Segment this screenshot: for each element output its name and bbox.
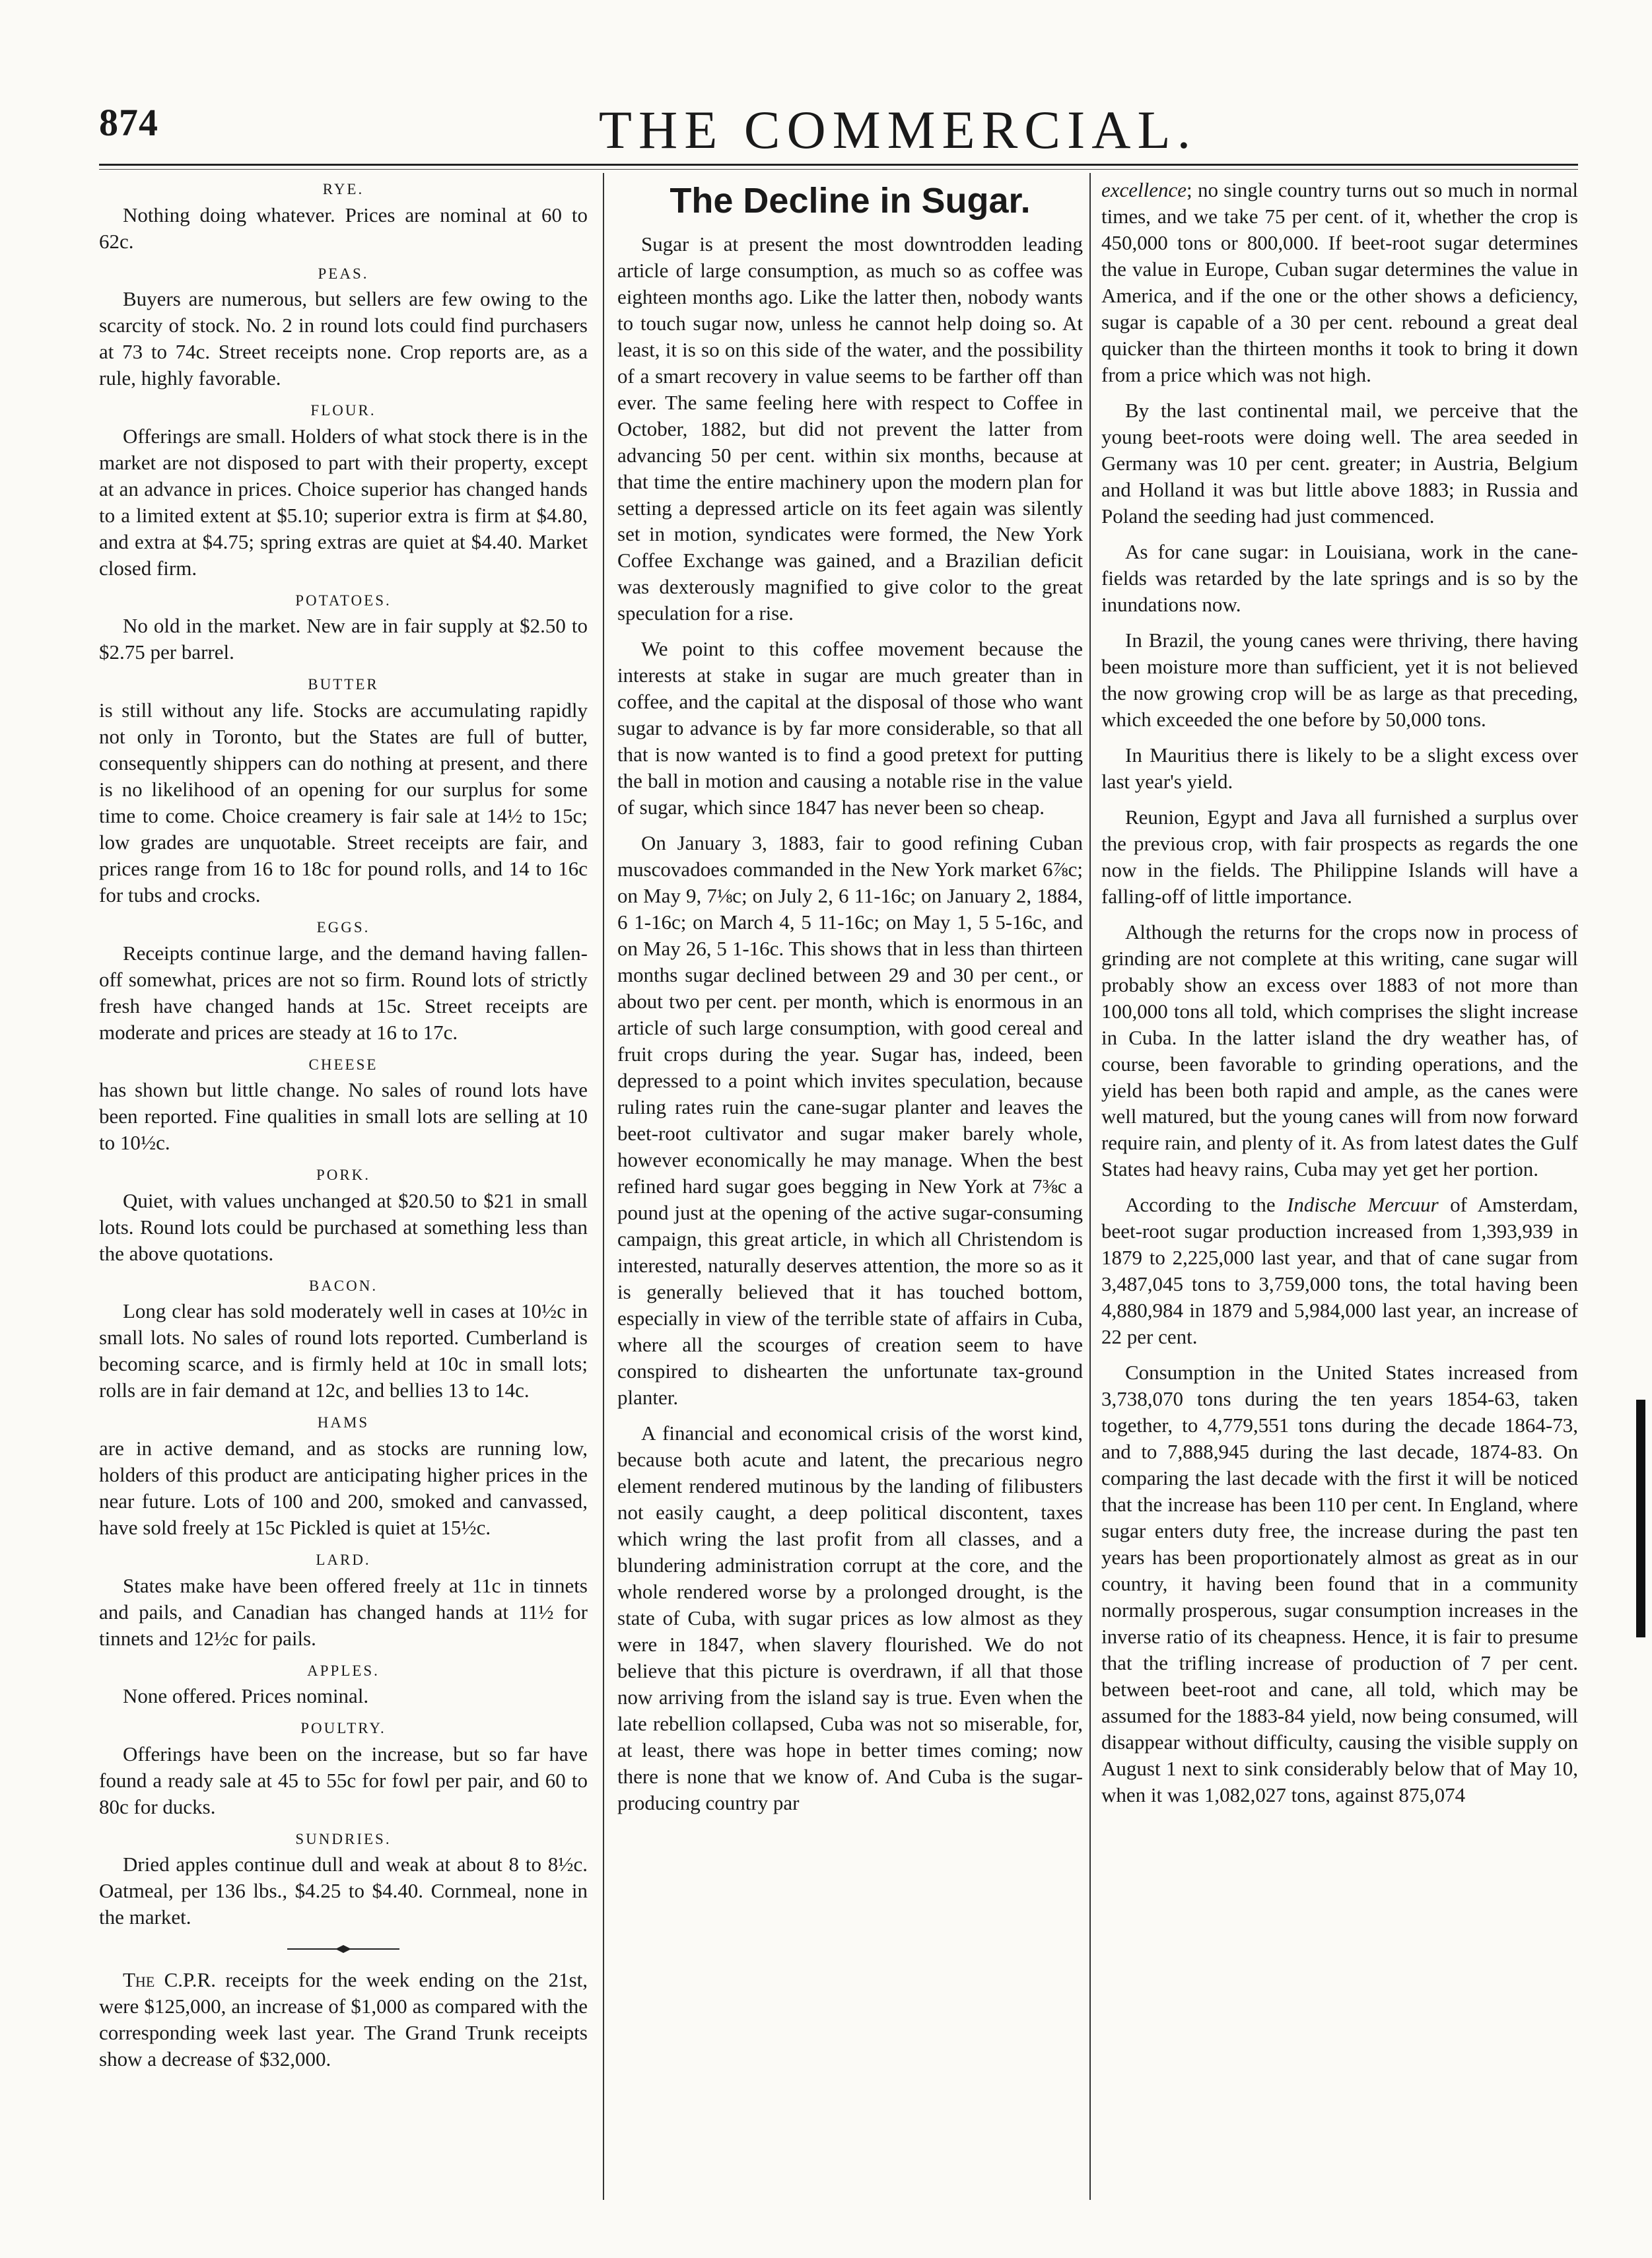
masthead-title: THE COMMERCIAL. [598, 100, 1198, 160]
paragraph-text: ; no single country turns out so much in normal times, and we take 75 per cent. of it, whether the crop is 450,000 tons or 800,000. If beet-root sugar determines the value in Europe, Cuban sugar determines the value in America, and if the one or the other shows a deficiency, sugar is capable of a 30 per cent. rebound a great deal quicker than the thirteen months it took to bring it down from a price which was not high. [1101, 178, 1578, 386]
market-report-column [99, 177, 588, 2197]
section-head-sundries: SUNDRIES. [295, 1830, 392, 1847]
italic-publication-name: Indische Mercuur [1287, 1193, 1439, 1217]
section-head-butter: BUTTER [308, 676, 379, 693]
section-head-cheese: CHEESE [308, 1056, 378, 1073]
italic-word: excellence [1101, 178, 1187, 201]
column-divider-1 [603, 173, 604, 2200]
section-text-peas: Buyers are numerous, but sellers are few owing to the scarcity of stock. No. 2 in round lots could find purchasers at 73 to 74c. Street receipts none. Crop reports are, as a rule, highly favorable. [99, 287, 588, 390]
section-text-flour: Offerings are small. Holders of what stock there is in the market are not disposed to part with their property, except at an advance in prices. Choice superior has changed hands to a limited extent at $5.10; superior extra is firm at $4.80, and extra at $4.75; spring extras are quiet at $4.40. Market closed firm. [99, 424, 588, 580]
article-paragraph: Sugar is at present the most downtrodden leading article of large consumption, as much so as coffee was eighteen months ago. Like the latter then, nobody wants to touch sugar now, unless he cannot help doing so. At least, it is so on this side of the water, and the possibility of a smart recovery in value seems to be farther off than ever. The same feeling here with respect to Coffee in October, 1882, but did not prevent the latter from advancing 50 per cent. within six months, because at that time the entire machinery upon the modern plan for setting a depressed article on its feet again was silently set in motion, syndicates were formed, the New York Coffee Exchange was gained, and a Brazilian deficit was dexterously magnified to give color to the great speculation for a rise. [617, 232, 1083, 625]
column-divider-2 [1089, 173, 1091, 2200]
header-rule [99, 164, 1578, 166]
section-head-lard: LARD. [316, 1551, 371, 1568]
section-head-poultry: POULTRY. [300, 1720, 386, 1737]
section-head-hams: HAMS [317, 1414, 370, 1431]
cpr-lead: The C.P.R. [123, 1967, 216, 1991]
sugar-article-column [617, 177, 1083, 2197]
article-paragraph: In Mauritius there is likely to be a slight excess over last year's yield. [1101, 743, 1578, 793]
section-text-butter: is still without any life. Stocks are accumulating rapidly not only in Toronto, but the States are full of butter, consequently shippers can do nothing at present, and there is no likelihood of an opening for our surplus for some time to come. Choice creamery is fair sale at 14½ to 15c; low grades are unquotable. Street receipts are fair, and prices range from 16 to 18c for pound rolls, and 14 to 16c for tubs and crocks. [99, 699, 588, 907]
article-paragraph [1101, 177, 1578, 388]
section-head-potatoes: POTATOES. [295, 592, 392, 609]
section-head-rye: RYE. [322, 181, 364, 197]
paragraph-text: According to the [1125, 1193, 1287, 1217]
article-paragraph: By the last continental mail, we perceive that the young beet-roots were doing well. The area seeded in Germany was 10 per cent. greater; in Austria, Belgium and Holland it was but little above 1883; in Russia and Poland the seeding had just commenced. [1101, 398, 1578, 528]
ornament-rule-icon [287, 1944, 399, 1954]
cpr-receipts-paragraph [99, 1967, 588, 2072]
section-text-cheese: has shown but little change. No sales of round lots have been reported. Fine qualities in small lots are selling at 10 to 10½c. [99, 1078, 588, 1155]
page-edge-mark [1636, 1400, 1645, 1637]
section-text-sundries: Dried apples continue dull and weak at about 8 to 8½c. Oatmeal, per 136 lbs., $4.25 to $4.40. Cornmeal, none in the market. [99, 1853, 588, 1929]
sugar-article-continued-column [1101, 177, 1578, 2197]
section-text-poultry: Offerings have been on the increase, but so far have found a ready sale at 45 to 55c for fowl per pair, and 60 to 80c for ducks. [99, 1742, 588, 1818]
paragraph-text: of Amsterdam, beet-root sugar production increased from 1,393,939 in 1879 to 2,225,000 last year, and that of cane sugar from 3,487,045 tons to 3,759,000 tons, the total having been 4,880,984 in 1879 and 5,984,000 last year, an increase of 22 per cent. [1101, 1193, 1578, 1349]
section-text-bacon: Long clear has sold moderately well in cases at 10½c in small lots. No sales of round lots reported. Cumberland is becoming scarce, and is firmly held at 10c in small lots; rolls are in fair demand at 12c, and bellies 13 to 14c. [99, 1299, 588, 1402]
section-text-potatoes: No old in the market. New are in fair supply at $2.50 to $2.75 per barrel. [99, 614, 588, 664]
article-paragraph: We point to this coffee movement because the interests at stake in sugar are much greater than in coffee, and the capital at the disposal of those who want sugar to advance is by far more considerable, so that all that is now wanted is to find a good pretext for putting the ball in motion and causing a notable rise in the value of sugar, which since 1847 has never been so cheap. [617, 637, 1083, 819]
section-head-bacon: BACON. [308, 1277, 378, 1294]
section-text-rye: Nothing doing whatever. Prices are nominal at 60 to 62c. [99, 203, 588, 253]
article-paragraph: In Brazil, the young canes were thriving, there having been moisture more than sufficient, yet it is not believed the now growing crop will be as large as that preceding, which exceeded the one before by 50,000 tons. [1101, 628, 1578, 731]
section-head-flour: FLOUR. [310, 402, 376, 419]
section-head-peas: PEAS. [318, 265, 369, 282]
section-head-pork: PORK. [316, 1167, 371, 1184]
section-text-lard: States make have been offered freely at 11c in tinnets and pails, and Canadian has changed hands at 11½ for tinnets and 12½c for pails. [99, 1573, 588, 1650]
article-paragraph: Reunion, Egypt and Java all furnished a surplus over the previous crop, with fair prospects as regards the one now in the fields. The Philippine Islands will have a falling-off of little importance. [1101, 805, 1578, 908]
article-paragraph: As for cane sugar: in Louisiana, work in the cane-fields was retarded by the late springs and is so by the inundations now. [1101, 539, 1578, 616]
section-text-pork: Quiet, with values unchanged at $20.50 to $21 in small lots. Round lots could be purchased at something less than the above quotations. [99, 1188, 588, 1265]
header-rule-thin [99, 169, 1578, 170]
article-paragraph [1101, 1192, 1578, 1350]
article-title: The Decline in Sugar. [670, 181, 1031, 221]
section-head-apples: APPLES. [307, 1662, 380, 1679]
section-text-apples: None offered. Prices nominal. [123, 1684, 369, 1708]
article-paragraph: Consumption in the United States increased from 3,738,070 tons during the ten years 1854-63, taken together, to 4,779,551 tons during the decade 1864-73, and to 7,888,945 during the last decade, 1874-83. On comparing the last decade with the first it will be noticed that the increase has been 110 per cent. In England, where sugar enters duty free, the increase during the past ten years has been proportionately almost as great as in our country, it having been found that in a community normally prosperous, sugar consumption increases in the inverse ratio of its cheapness. Hence, it is fair to presume that the trifling increase of production of 7 per cent. between beet-root and cane, all told, which may be assumed for the 1883-84 yield, now being consumed, will disappear without difficulty, causing the visible supply on August 1 next to sink considerably below that of May 10, when it was 1,082,027 tons, against 875,074 [1101, 1361, 1578, 1807]
page-number: 874 [99, 101, 158, 144]
section-text-eggs: Receipts continue large, and the demand having fallen-off somewhat, prices are not so firm. Round lots of strictly fresh have changed hands at 15c. Street receipts are moderate and prices are steady at 16 to 17c. [99, 941, 588, 1044]
cpr-text: receipts for the week ending on the 21st, were $125,000, an increase of $1,000 as compared with the corresponding week last year. The Grand Trunk receipts show a decrease of $32,000. [99, 1967, 588, 2070]
article-paragraph: Although the returns for the crops now in process of grinding are not complete at this writing, cane sugar will probably show an excess over 1883 of not more than 100,000 tons all told, which comprises the slight increase in Cuba. In the latter island the dry weather has, of course, been favorable to grinding operations, and the yield has been both rapid and ample, as the canes were well matured, but the young canes will from now forward require rain, and plenty of it. As from latest dates the Gulf States had heavy rains, Cuba may yet get her portion. [1101, 920, 1578, 1181]
article-paragraph: On January 3, 1883, fair to good refining Cuban muscovadoes commanded in the New York market 6⅞c; on May 9, 7⅛c; on July 2, 6 11-16c; on January 2, 1884, 6 1-16c; on March 4, 5 11-16c; on May 1, 5 5-16c, and on May 26, 5 1-16c. This shows that in less than thirteen months sugar declined between 29 and 30 per cent., or about two per cent. per month, which is enormous in an article of such large consumption, with good cereal and fruit crops during the year. Sugar has, indeed, been depressed to a point which invites speculation, because ruling rates ruin the cane-sugar planter and leaves the beet-root cultivator and sugar maker barely whole, however economically he may manage. When the best refined hard sugar goes begging in New York at 7⅜c a pound just at the opening of the active sugar-consuming campaign, this great article, in which all Christendom is interested, naturally deserves attention, the more so as it is generally believed that it has touched bottom, especially in view of the terrible state of affairs in Cuba, where all the scourges of creation seem to have conspired to dishearten the unfortunate tax-ground planter. [617, 831, 1083, 1409]
section-head-eggs: EGGS. [316, 918, 370, 936]
article-paragraph: A financial and economical crisis of the worst kind, because both acute and latent, the precarious negro element rendered mutinous by the landing of filibusters not easily caught, a deep political discontent, taxes which wring the last profit from all classes, and a blundering administration corrupt at the core, and the whole rendered worse by a prolonged drought, is the state of Cuba, with sugar prices as low almost as they were in 1847, when slavery flourished. We do not believe that this picture is overdrawn, if all that those now arriving from the island say is true. Even when the late rebellion collapsed, Cuba was not so miserable, for, at least, there was hope in better times coming; now there is none that we know of. And Cuba is the sugar-producing country par [617, 1421, 1083, 1814]
ornament-divider-icon [99, 1940, 588, 1958]
section-text-hams: are in active demand, and as stocks are running low, holders of this product are anticipating higher prices in the near future. Lots of 100 and 200, smoked and canvassed, have sold freely at 15c Pickled is quiet at 15½c. [99, 1437, 588, 1539]
